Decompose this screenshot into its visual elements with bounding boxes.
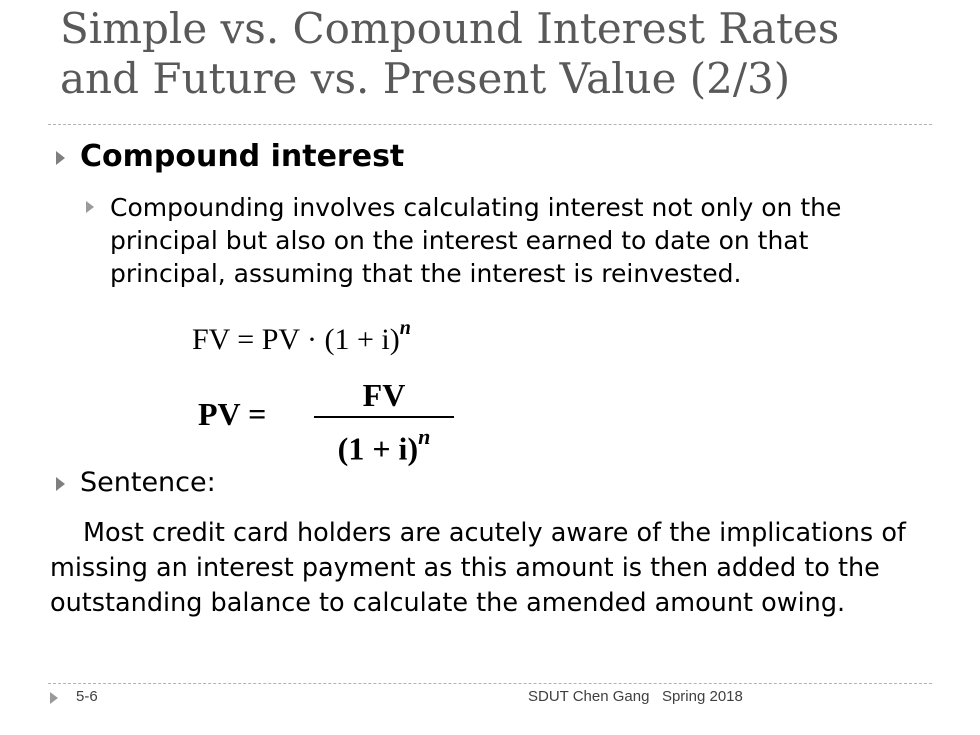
example-sentence-paragraph: Most credit card holders are acutely aware of the implications of missing an interest payment as this amount is then added to the outstanding balance to calculate the amended amount owing. xyxy=(50,518,906,618)
sub-bullet-triangle-icon xyxy=(86,201,94,213)
footer-divider xyxy=(48,683,932,684)
fraction-denominator-base: (1 + i) xyxy=(337,430,419,467)
slide-title-line-2: and Future vs. Present Value (2/3) xyxy=(60,54,791,103)
footer-author-term: SDUT Chen Gang Spring 2018 xyxy=(528,688,743,705)
footer-page-number: 5-6 xyxy=(76,688,98,705)
future-value-formula-body: FV = PV · (1 + i) xyxy=(192,323,400,356)
fraction-numerator: FV xyxy=(362,377,406,413)
future-value-formula-exponent: n xyxy=(399,317,411,339)
slide-title-line-1: Simple vs. Compound Interest Rates xyxy=(60,4,840,53)
present-value-formula xyxy=(198,376,468,466)
future-value-formula xyxy=(192,314,411,358)
title-divider xyxy=(48,124,932,125)
fraction-denominator-exponent: n xyxy=(418,424,431,449)
sub-bullet-compounding-definition: Compounding involves calculating interest not only on the principal but also on the interest earned to date on that principal, assuming that the interest is reinvested. xyxy=(110,193,842,288)
footer-triangle-icon xyxy=(50,692,58,704)
slide-title xyxy=(60,4,940,104)
bullet-sentence: Sentence: xyxy=(80,467,216,498)
present-value-formula-lhs: PV = xyxy=(198,396,267,432)
bullet-triangle-icon xyxy=(56,477,65,491)
fraction-bar xyxy=(314,416,454,418)
bullet-compound-interest: Compound interest xyxy=(80,139,405,174)
present-value-fraction xyxy=(314,376,454,468)
bullet-triangle-icon xyxy=(56,151,65,165)
fraction-denominator xyxy=(314,422,454,468)
